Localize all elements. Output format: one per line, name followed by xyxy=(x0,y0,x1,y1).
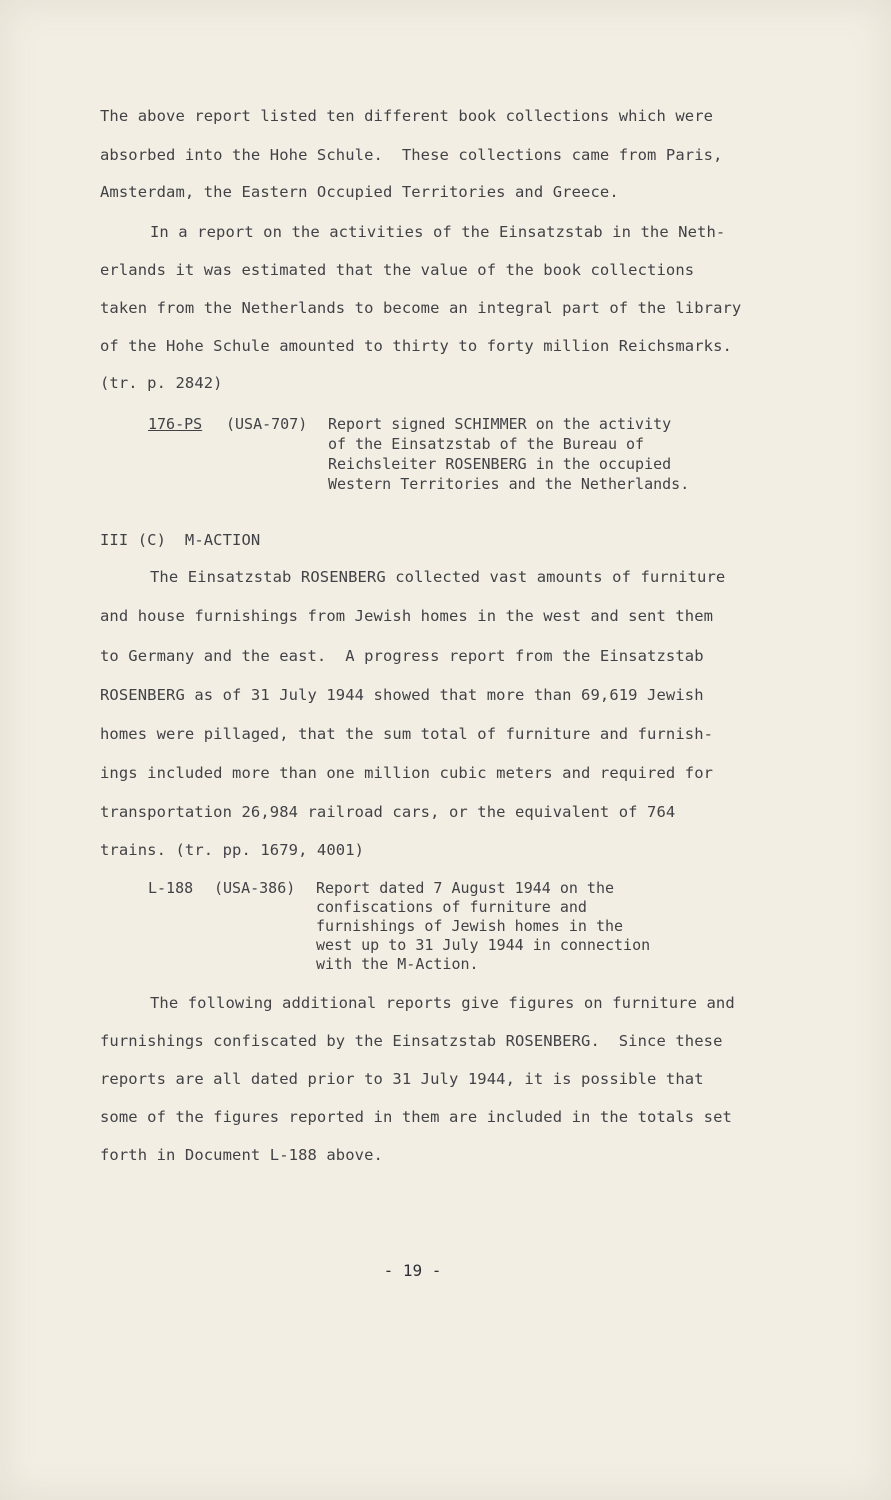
paragraph-4-line-2: furnishings confiscated by the Einsatzstab ROSENBERG. Since these xyxy=(100,1032,723,1050)
citation-1-doc-id: 176-PS xyxy=(148,415,203,433)
paragraph-4-line-4: some of the figures reported in them are included in the totals set xyxy=(100,1108,732,1126)
citation-1-desc-line-3: Reichsleiter ROSENBERG in the occupied xyxy=(328,455,672,473)
paragraph-3-line-7: transportation 26,984 railroad cars, or the equivalent of 764 xyxy=(100,803,676,821)
paragraph-3-line-5: homes were pillaged, that the sum total of furniture and furnish- xyxy=(100,725,714,743)
citation-2-desc-line-4: west up to 31 July 1944 in connection xyxy=(316,936,651,954)
citation-2-desc-line-5: with the M-Action. xyxy=(316,955,479,973)
page-number: - 19 - xyxy=(383,1261,442,1280)
paragraph-3-line-4: ROSENBERG as of 31 July 1944 showed that more than 69,619 Jewish xyxy=(100,686,704,704)
paragraph-4-line-5: forth in Document L-188 above. xyxy=(100,1146,383,1164)
citation-2-desc-line-1: Report dated 7 August 1944 on the xyxy=(316,879,615,897)
citation-1-exhibit: (USA-707) xyxy=(226,415,308,433)
paragraph-1-line-1: The above report listed ten different book collections which were xyxy=(100,107,714,125)
paragraph-4-line-3: reports are all dated prior to 31 July 1944, it is possible that xyxy=(100,1070,704,1088)
paragraph-3-line-2: and house furnishings from Jewish homes in the west and sent them xyxy=(100,607,714,625)
paragraph-2-line-3: taken from the Netherlands to become an integral part of the library xyxy=(100,299,742,317)
paragraph-1-line-2: absorbed into the Hohe Schule. These collections came from Paris, xyxy=(100,146,723,164)
citation-2-desc-line-2: confiscations of furniture and xyxy=(316,898,587,916)
paragraph-2-line-1: In a report on the activities of the Einsatzstab in the Neth- xyxy=(150,223,726,241)
paragraph-4-line-1: The following additional reports give figures on furniture and xyxy=(150,994,735,1012)
paragraph-3-line-1: The Einsatzstab ROSENBERG collected vast amounts of furniture xyxy=(150,568,726,586)
citation-1-desc-line-2: of the Einsatzstab of the Bureau of xyxy=(328,435,645,453)
section-heading: III (C) M-ACTION xyxy=(100,531,261,549)
paragraph-2-line-2: erlands it was estimated that the value of the book collections xyxy=(100,261,695,279)
citation-2-doc-id: L-188 xyxy=(148,879,194,897)
citation-1-desc-line-4: Western Territories and the Netherlands. xyxy=(328,475,690,493)
paragraph-1-line-3: Amsterdam, the Eastern Occupied Territories and Greece. xyxy=(100,183,619,201)
citation-2-desc-line-3: furnishings of Jewish homes in the xyxy=(316,917,624,935)
paragraph-2-line-4: of the Hohe Schule amounted to thirty to forty million Reichsmarks. xyxy=(100,337,732,355)
paragraph-3-line-8: trains. (tr. pp. 1679, 4001) xyxy=(100,841,365,859)
citation-1-desc-line-1: Report signed SCHIMMER on the activity xyxy=(328,415,672,433)
paragraph-3-line-3: to Germany and the east. A progress report from the Einsatzstab xyxy=(100,647,704,665)
paragraph-3-line-6: ings included more than one million cubic meters and required for xyxy=(100,764,714,782)
citation-2-exhibit: (USA-386) xyxy=(214,879,296,897)
paragraph-2-line-5: (tr. p. 2842) xyxy=(100,374,223,392)
